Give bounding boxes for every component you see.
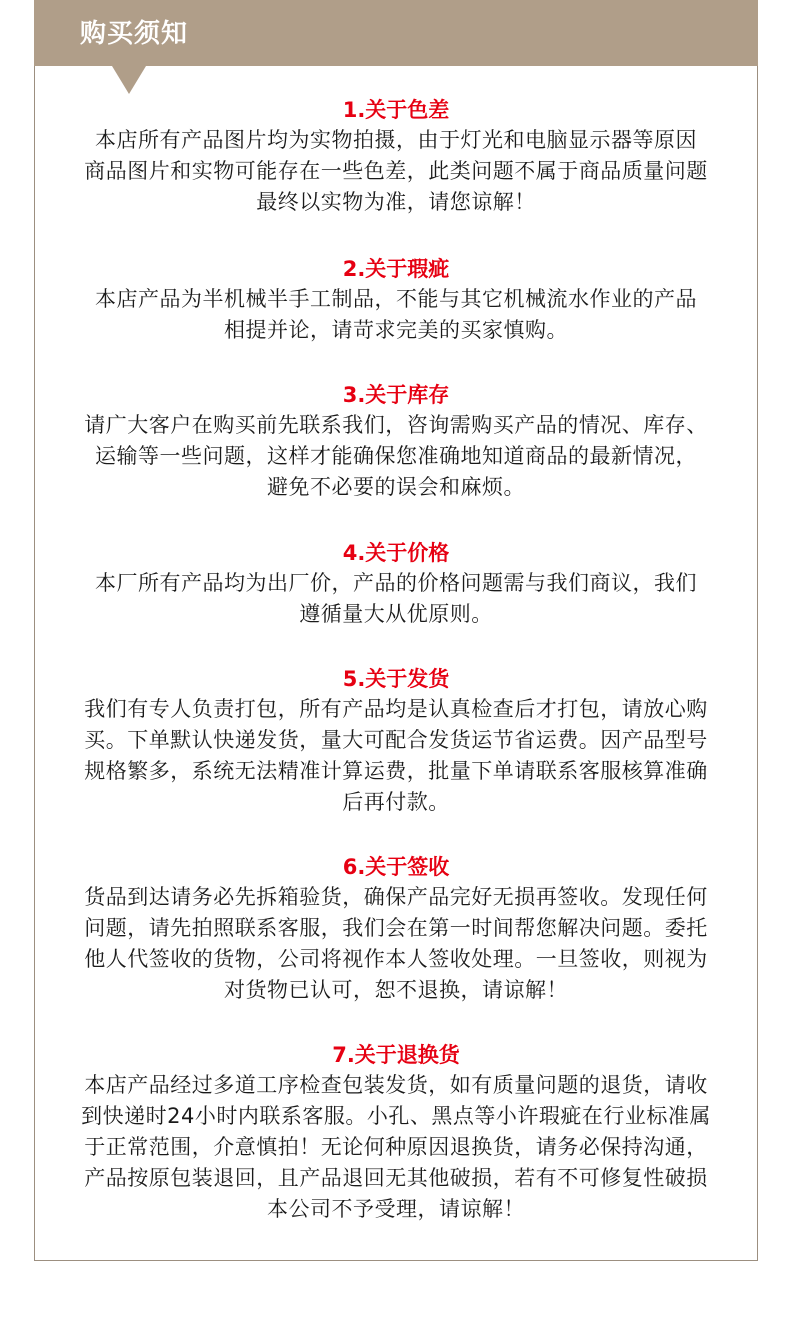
body-line: 规格繁多，系统无法精准计算运费，批量下单请联系客服核算准确 (84, 759, 708, 783)
section-body (40, 284, 752, 346)
section-inventory (40, 380, 752, 503)
section-title: 4.关于价格 (342, 541, 450, 565)
body-line: 运输等一些问题，这样才能确保您准确地知道商品的最新情况， (95, 444, 697, 468)
section-body (40, 410, 752, 503)
body-line: 本店产品为半机械半手工制品，不能与其它机械流水作业的产品 (95, 287, 697, 311)
body-line: 他人代签收的货物，公司将视作本人签收处理。一旦签收，则视为 (84, 947, 708, 971)
section-body (40, 882, 752, 1006)
section-body (40, 1070, 752, 1225)
section-body (40, 694, 752, 818)
body-line: 遵循量大从优原则。 (299, 602, 493, 626)
section-flaws (40, 254, 752, 346)
section-title: 5.关于发货 (342, 667, 450, 691)
body-line: 对货物已认可，恕不退换，请谅解！ (224, 978, 568, 1002)
section-color-difference (40, 95, 752, 218)
body-line: 本公司不予受理，请谅解！ (267, 1197, 525, 1221)
section-receipt (40, 852, 752, 1006)
body-line: 买。下单默认快递发货，量大可配合发货运节省运费。因产品型号 (84, 728, 708, 752)
body-line: 相提并论，请苛求完美的买家慎购。 (224, 318, 568, 342)
body-line: 问题，请先拍照联系客服，我们会在第一时间帮您解决问题。委托 (84, 916, 708, 940)
section-shipping (40, 664, 752, 818)
body-line: 我们有专人负责打包，所有产品均是认真检查后才打包，请放心购 (84, 697, 708, 721)
body-line: 本厂所有产品均为出厂价，产品的价格问题需与我们商议，我们 (95, 571, 697, 595)
body-line: 后再付款。 (342, 790, 450, 814)
body-line: 到快递时24小时内联系客服。小孔、黑点等小许瑕疵在行业标准属 (81, 1104, 711, 1128)
body-line: 于正常范围，介意慎拍！无论何种原因退换货，请务必保持沟通， (84, 1135, 708, 1159)
section-title: 1.关于色差 (342, 98, 450, 122)
section-price (40, 538, 752, 630)
body-line: 请广大客户在购买前先联系我们，咨询需购买产品的情况、库存、 (84, 413, 708, 437)
section-title: 7.关于退换货 (332, 1043, 460, 1067)
body-line: 产品按原包装退回，且产品退回无其他破损，若有不可修复性破损 (84, 1166, 708, 1190)
body-line: 本店所有产品图片均为实物拍摄，由于灯光和电脑显示器等原因 (95, 128, 697, 152)
body-line: 最终以实物为准，请您谅解！ (256, 190, 536, 214)
body-line: 货品到达请务必先拆箱验货，确保产品完好无损再签收。发现任何 (84, 885, 708, 909)
section-returns (40, 1040, 752, 1225)
body-line: 商品图片和实物可能存在一些色差，此类问题不属于商品质量问题 (84, 159, 708, 183)
section-body (40, 568, 752, 630)
body-line: 本店产品经过多道工序检查包装发货，如有质量问题的退货，请收 (84, 1073, 708, 1097)
page-title: 购买须知 (80, 19, 189, 49)
body-line: 避免不必要的误会和麻烦。 (267, 475, 525, 499)
section-body (40, 125, 752, 218)
section-title: 3.关于库存 (342, 383, 450, 407)
header-pointer (112, 66, 146, 94)
section-title: 6.关于签收 (342, 855, 450, 879)
section-title: 2.关于瑕疵 (342, 257, 450, 281)
